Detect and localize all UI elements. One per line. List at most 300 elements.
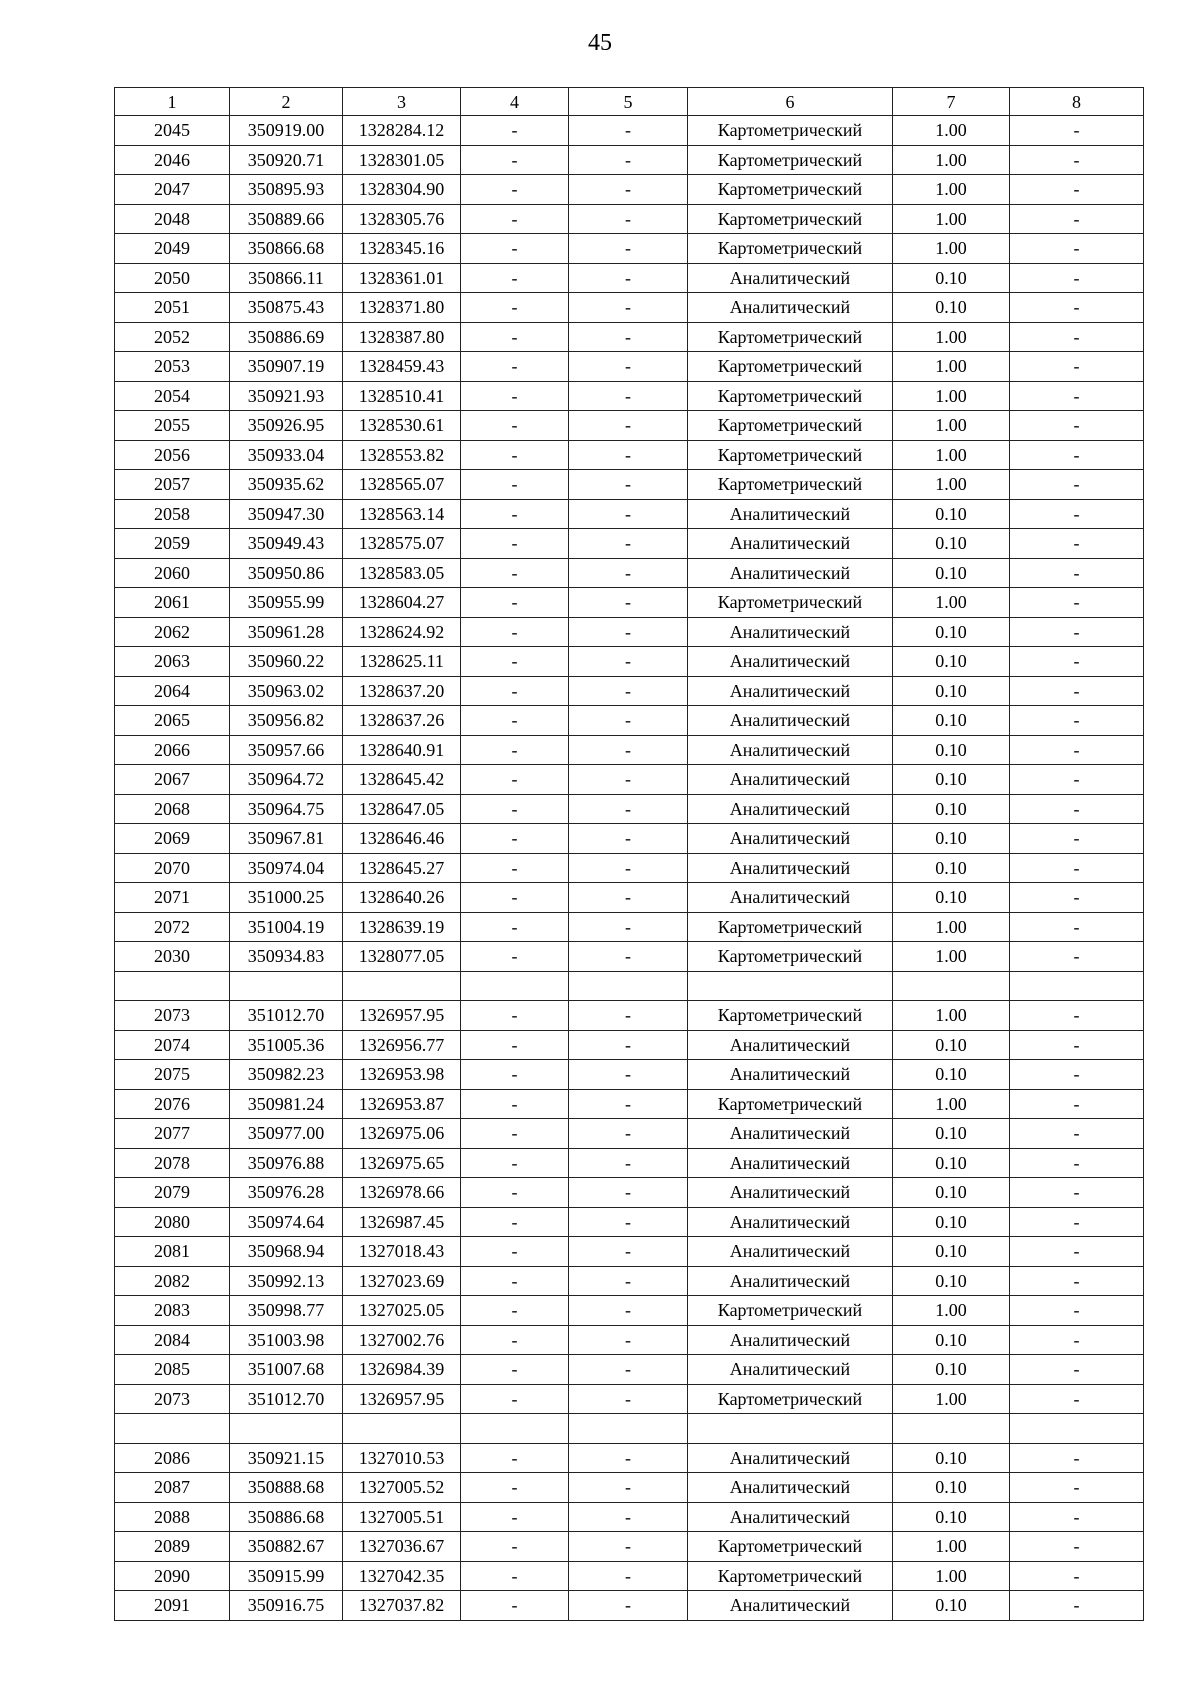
accuracy-cell [893, 971, 1010, 1001]
x-coordinate-cell: 350889.66 [230, 204, 343, 234]
point-number-cell: 2052 [115, 322, 230, 352]
col5-cell: - [569, 470, 688, 500]
col5-cell: - [569, 499, 688, 529]
col8-cell: - [1010, 1178, 1144, 1208]
x-coordinate-cell: 350915.99 [230, 1561, 343, 1591]
point-number-cell: 2048 [115, 204, 230, 234]
col8-cell: - [1010, 1089, 1144, 1119]
x-coordinate-cell: 351004.19 [230, 912, 343, 942]
point-number-cell: 2078 [115, 1148, 230, 1178]
col5-cell: - [569, 1532, 688, 1562]
table-row [115, 706, 1144, 736]
y-coordinate-cell: 1327023.69 [343, 1266, 461, 1296]
y-coordinate-cell: 1326978.66 [343, 1178, 461, 1208]
point-number-cell: 2082 [115, 1266, 230, 1296]
col5-cell: - [569, 794, 688, 824]
method-cell: Картометрический [688, 470, 893, 500]
method-cell: Аналитический [688, 1207, 893, 1237]
y-coordinate-cell: 1328459.43 [343, 352, 461, 382]
col5-cell: - [569, 735, 688, 765]
col8-cell: - [1010, 1060, 1144, 1090]
point-number-cell: 2076 [115, 1089, 230, 1119]
y-coordinate-cell: 1327042.35 [343, 1561, 461, 1591]
table-row [115, 1532, 1144, 1562]
point-number-cell: 2049 [115, 234, 230, 264]
col8-cell: - [1010, 706, 1144, 736]
col4-cell: - [461, 1473, 569, 1503]
col4-cell: - [461, 883, 569, 913]
point-number-cell: 2075 [115, 1060, 230, 1090]
col8-cell: - [1010, 883, 1144, 913]
col8-cell: - [1010, 204, 1144, 234]
col4-cell: - [461, 942, 569, 972]
point-number-cell: 2091 [115, 1591, 230, 1621]
y-coordinate-cell: 1327010.53 [343, 1443, 461, 1473]
table-row [115, 647, 1144, 677]
column-header: 3 [343, 88, 461, 116]
x-coordinate-cell: 350866.11 [230, 263, 343, 293]
col5-cell: - [569, 647, 688, 677]
col4-cell: - [461, 1591, 569, 1621]
point-number-cell: 2084 [115, 1325, 230, 1355]
col5-cell: - [569, 588, 688, 618]
col4-cell: - [461, 234, 569, 264]
x-coordinate-cell: 350916.75 [230, 1591, 343, 1621]
col5-cell: - [569, 1296, 688, 1326]
x-coordinate-cell: 350957.66 [230, 735, 343, 765]
col5-cell: - [569, 706, 688, 736]
point-number-cell: 2066 [115, 735, 230, 765]
col5-cell: - [569, 411, 688, 441]
method-cell: Картометрический [688, 1089, 893, 1119]
table-row [115, 1296, 1144, 1326]
col8-cell: - [1010, 322, 1144, 352]
method-cell: Аналитический [688, 499, 893, 529]
col8-cell: - [1010, 647, 1144, 677]
y-coordinate-cell: 1328604.27 [343, 588, 461, 618]
column-header: 6 [688, 88, 893, 116]
x-coordinate-cell: 350968.94 [230, 1237, 343, 1267]
x-coordinate-cell: 350967.81 [230, 824, 343, 854]
col8-cell: - [1010, 1207, 1144, 1237]
col4-cell: - [461, 352, 569, 382]
y-coordinate-cell: 1328646.46 [343, 824, 461, 854]
x-coordinate-cell: 350947.30 [230, 499, 343, 529]
col4-cell: - [461, 1502, 569, 1532]
accuracy-cell: 1.00 [893, 352, 1010, 382]
col5-cell: - [569, 853, 688, 883]
col5-cell: - [569, 1591, 688, 1621]
accuracy-cell: 1.00 [893, 1384, 1010, 1414]
x-coordinate-cell: 350976.28 [230, 1178, 343, 1208]
accuracy-cell: 0.10 [893, 735, 1010, 765]
y-coordinate-cell: 1328345.16 [343, 234, 461, 264]
col4-cell: - [461, 175, 569, 205]
col8-cell: - [1010, 1561, 1144, 1591]
y-coordinate-cell: 1326975.06 [343, 1119, 461, 1149]
accuracy-cell: 0.10 [893, 883, 1010, 913]
accuracy-cell: 0.10 [893, 1148, 1010, 1178]
point-number-cell: 2073 [115, 1001, 230, 1031]
col5-cell: - [569, 883, 688, 913]
method-cell: Картометрический [688, 145, 893, 175]
point-number-cell: 2060 [115, 558, 230, 588]
x-coordinate-cell: 350886.69 [230, 322, 343, 352]
col5-cell: - [569, 1266, 688, 1296]
col4-cell: - [461, 263, 569, 293]
point-number-cell: 2045 [115, 116, 230, 146]
y-coordinate-cell: 1328361.01 [343, 263, 461, 293]
method-cell: Картометрический [688, 912, 893, 942]
col5-cell: - [569, 1119, 688, 1149]
x-coordinate-cell: 350933.04 [230, 440, 343, 470]
col4-cell: - [461, 411, 569, 441]
y-coordinate-cell: 1328305.76 [343, 204, 461, 234]
method-cell: Аналитический [688, 647, 893, 677]
accuracy-cell: 0.10 [893, 706, 1010, 736]
method-cell: Аналитический [688, 617, 893, 647]
method-cell: Картометрический [688, 1296, 893, 1326]
col8-cell: - [1010, 912, 1144, 942]
col8-cell: - [1010, 175, 1144, 205]
point-number-cell: 2050 [115, 263, 230, 293]
table-body [115, 116, 1144, 1621]
col4-cell: - [461, 1266, 569, 1296]
point-number-cell: 2077 [115, 1119, 230, 1149]
col4-cell: - [461, 1089, 569, 1119]
col8-cell: - [1010, 676, 1144, 706]
y-coordinate-cell: 1328077.05 [343, 942, 461, 972]
col4-cell: - [461, 647, 569, 677]
table-row [115, 529, 1144, 559]
table-row [115, 1443, 1144, 1473]
accuracy-cell: 1.00 [893, 204, 1010, 234]
col5-cell: - [569, 1325, 688, 1355]
col4-cell: - [461, 1030, 569, 1060]
y-coordinate-cell: 1326953.98 [343, 1060, 461, 1090]
table-row [115, 942, 1144, 972]
col5-cell: - [569, 1473, 688, 1503]
col5-cell: - [569, 440, 688, 470]
method-cell: Аналитический [688, 1178, 893, 1208]
accuracy-cell: 1.00 [893, 942, 1010, 972]
method-cell: Аналитический [688, 765, 893, 795]
col5-cell: - [569, 765, 688, 795]
method-cell: Аналитический [688, 293, 893, 323]
x-coordinate-cell: 350888.68 [230, 1473, 343, 1503]
col5-cell: - [569, 1089, 688, 1119]
accuracy-cell: 1.00 [893, 322, 1010, 352]
accuracy-cell: 0.10 [893, 529, 1010, 559]
y-coordinate-cell: 1328387.80 [343, 322, 461, 352]
col4-cell: - [461, 1060, 569, 1090]
table-row [115, 1207, 1144, 1237]
x-coordinate-cell: 350935.62 [230, 470, 343, 500]
method-cell [688, 1414, 893, 1444]
col8-cell: - [1010, 352, 1144, 382]
col5-cell: - [569, 1001, 688, 1031]
table-row [115, 588, 1144, 618]
method-cell: Аналитический [688, 558, 893, 588]
col4-cell: - [461, 1443, 569, 1473]
blank-separator-row [115, 971, 1144, 1001]
x-coordinate-cell: 350886.68 [230, 1502, 343, 1532]
x-coordinate-cell: 350921.15 [230, 1443, 343, 1473]
table-row [115, 381, 1144, 411]
y-coordinate-cell: 1327005.51 [343, 1502, 461, 1532]
accuracy-cell: 1.00 [893, 145, 1010, 175]
accuracy-cell: 0.10 [893, 794, 1010, 824]
table-row [115, 293, 1144, 323]
point-number-cell: 2070 [115, 853, 230, 883]
y-coordinate-cell: 1326987.45 [343, 1207, 461, 1237]
x-coordinate-cell: 350982.23 [230, 1060, 343, 1090]
table-row [115, 263, 1144, 293]
y-coordinate-cell [343, 971, 461, 1001]
method-cell: Аналитический [688, 1443, 893, 1473]
accuracy-cell: 0.10 [893, 1591, 1010, 1621]
col8-cell: - [1010, 1148, 1144, 1178]
x-coordinate-cell: 350907.19 [230, 352, 343, 382]
point-number-cell: 2051 [115, 293, 230, 323]
y-coordinate-cell: 1326975.65 [343, 1148, 461, 1178]
table-row [115, 883, 1144, 913]
col5-cell: - [569, 1502, 688, 1532]
method-cell: Аналитический [688, 1060, 893, 1090]
method-cell: Аналитический [688, 1502, 893, 1532]
point-number-cell [115, 1414, 230, 1444]
table-row [115, 1060, 1144, 1090]
x-coordinate-cell: 351000.25 [230, 883, 343, 913]
col4-cell: - [461, 529, 569, 559]
col5-cell: - [569, 1443, 688, 1473]
y-coordinate-cell: 1328301.05 [343, 145, 461, 175]
method-cell [688, 971, 893, 1001]
method-cell: Картометрический [688, 352, 893, 382]
method-cell: Аналитический [688, 883, 893, 913]
x-coordinate-cell [230, 971, 343, 1001]
point-number-cell [115, 971, 230, 1001]
accuracy-cell: 0.10 [893, 824, 1010, 854]
accuracy-cell: 0.10 [893, 1237, 1010, 1267]
x-coordinate-cell: 351007.68 [230, 1355, 343, 1385]
y-coordinate-cell: 1326953.87 [343, 1089, 461, 1119]
col8-cell: - [1010, 411, 1144, 441]
table-row [115, 1502, 1144, 1532]
col4-cell [461, 1414, 569, 1444]
method-cell: Аналитический [688, 794, 893, 824]
col4-cell: - [461, 853, 569, 883]
col4-cell: - [461, 204, 569, 234]
method-cell: Картометрический [688, 322, 893, 352]
col4-cell: - [461, 735, 569, 765]
table-row [115, 1237, 1144, 1267]
x-coordinate-cell: 350960.22 [230, 647, 343, 677]
col5-cell: - [569, 529, 688, 559]
x-coordinate-cell: 350963.02 [230, 676, 343, 706]
col4-cell: - [461, 322, 569, 352]
x-coordinate-cell: 350998.77 [230, 1296, 343, 1326]
col8-cell: - [1010, 558, 1144, 588]
column-header: 2 [230, 88, 343, 116]
col5-cell: - [569, 617, 688, 647]
table-row [115, 1148, 1144, 1178]
accuracy-cell: 1.00 [893, 116, 1010, 146]
table-row [115, 794, 1144, 824]
point-number-cell: 2054 [115, 381, 230, 411]
y-coordinate-cell: 1327005.52 [343, 1473, 461, 1503]
y-coordinate-cell: 1328304.90 [343, 175, 461, 205]
y-coordinate-cell: 1328647.05 [343, 794, 461, 824]
col8-cell: - [1010, 116, 1144, 146]
method-cell: Картометрический [688, 411, 893, 441]
col8-cell: - [1010, 1502, 1144, 1532]
accuracy-cell [893, 1414, 1010, 1444]
x-coordinate-cell: 350895.93 [230, 175, 343, 205]
accuracy-cell: 0.10 [893, 1266, 1010, 1296]
col8-cell: - [1010, 1443, 1144, 1473]
col4-cell: - [461, 1384, 569, 1414]
col8-cell: - [1010, 1532, 1144, 1562]
x-coordinate-cell: 350934.83 [230, 942, 343, 972]
col8-cell: - [1010, 1384, 1144, 1414]
col5-cell: - [569, 558, 688, 588]
y-coordinate-cell: 1328639.19 [343, 912, 461, 942]
method-cell: Картометрический [688, 175, 893, 205]
point-number-cell: 2079 [115, 1178, 230, 1208]
accuracy-cell: 1.00 [893, 470, 1010, 500]
method-cell: Аналитический [688, 1473, 893, 1503]
point-number-cell: 2061 [115, 588, 230, 618]
col5-cell: - [569, 1148, 688, 1178]
method-cell: Картометрический [688, 440, 893, 470]
table-row [115, 558, 1144, 588]
col5-cell: - [569, 676, 688, 706]
table-row [115, 912, 1144, 942]
x-coordinate-cell: 350949.43 [230, 529, 343, 559]
point-number-cell: 2068 [115, 794, 230, 824]
y-coordinate-cell: 1328637.20 [343, 676, 461, 706]
col5-cell: - [569, 1561, 688, 1591]
y-coordinate-cell: 1328624.92 [343, 617, 461, 647]
point-number-cell: 2069 [115, 824, 230, 854]
accuracy-cell: 1.00 [893, 175, 1010, 205]
y-coordinate-cell: 1327018.43 [343, 1237, 461, 1267]
column-header: 7 [893, 88, 1010, 116]
y-coordinate-cell: 1328640.26 [343, 883, 461, 913]
col8-cell: - [1010, 1119, 1144, 1149]
table-row [115, 1561, 1144, 1591]
col4-cell: - [461, 617, 569, 647]
col8-cell: - [1010, 263, 1144, 293]
col4-cell: - [461, 765, 569, 795]
col5-cell: - [569, 1178, 688, 1208]
col4-cell: - [461, 1119, 569, 1149]
point-number-cell: 2063 [115, 647, 230, 677]
method-cell: Аналитический [688, 1237, 893, 1267]
point-number-cell: 2071 [115, 883, 230, 913]
x-coordinate-cell: 350974.64 [230, 1207, 343, 1237]
col8-cell: - [1010, 1001, 1144, 1031]
accuracy-cell: 1.00 [893, 1001, 1010, 1031]
col8-cell [1010, 971, 1144, 1001]
method-cell: Картометрический [688, 234, 893, 264]
point-number-cell: 2083 [115, 1296, 230, 1326]
accuracy-cell: 1.00 [893, 234, 1010, 264]
col4-cell: - [461, 1237, 569, 1267]
x-coordinate-cell [230, 1414, 343, 1444]
method-cell: Картометрический [688, 942, 893, 972]
accuracy-cell: 0.10 [893, 676, 1010, 706]
method-cell: Картометрический [688, 1561, 893, 1591]
col8-cell: - [1010, 765, 1144, 795]
point-number-cell: 2089 [115, 1532, 230, 1562]
table-row [115, 1030, 1144, 1060]
method-cell: Картометрический [688, 116, 893, 146]
col8-cell: - [1010, 293, 1144, 323]
table-row [115, 470, 1144, 500]
method-cell: Аналитический [688, 1030, 893, 1060]
col5-cell: - [569, 234, 688, 264]
col8-cell: - [1010, 440, 1144, 470]
accuracy-cell: 0.10 [893, 1030, 1010, 1060]
table-row [115, 735, 1144, 765]
point-number-cell: 2059 [115, 529, 230, 559]
accuracy-cell: 0.10 [893, 1325, 1010, 1355]
point-number-cell: 2080 [115, 1207, 230, 1237]
x-coordinate-cell: 350955.99 [230, 588, 343, 618]
col5-cell: - [569, 293, 688, 323]
col4-cell: - [461, 1355, 569, 1385]
x-coordinate-cell: 351003.98 [230, 1325, 343, 1355]
col4-cell: - [461, 794, 569, 824]
col8-cell: - [1010, 1237, 1144, 1267]
col4-cell: - [461, 588, 569, 618]
table-row [115, 499, 1144, 529]
table-row [115, 1473, 1144, 1503]
column-header: 5 [569, 88, 688, 116]
table-row [115, 1325, 1144, 1355]
point-number-cell: 2081 [115, 1237, 230, 1267]
table-row [115, 440, 1144, 470]
table-row [115, 617, 1144, 647]
point-number-cell: 2064 [115, 676, 230, 706]
col4-cell: - [461, 499, 569, 529]
x-coordinate-cell: 350974.04 [230, 853, 343, 883]
table-row [115, 765, 1144, 795]
accuracy-cell: 0.10 [893, 1355, 1010, 1385]
col5-cell [569, 971, 688, 1001]
point-number-cell: 2056 [115, 440, 230, 470]
point-number-cell: 2072 [115, 912, 230, 942]
point-number-cell: 2067 [115, 765, 230, 795]
table-header [115, 88, 1144, 116]
accuracy-cell: 1.00 [893, 1296, 1010, 1326]
col8-cell: - [1010, 1030, 1144, 1060]
method-cell: Картометрический [688, 1532, 893, 1562]
col8-cell: - [1010, 234, 1144, 264]
point-number-cell: 2046 [115, 145, 230, 175]
col5-cell: - [569, 824, 688, 854]
table-row [115, 175, 1144, 205]
table-row [115, 1001, 1144, 1031]
table-row [115, 322, 1144, 352]
col5-cell: - [569, 381, 688, 411]
col8-cell: - [1010, 617, 1144, 647]
col4-cell: - [461, 381, 569, 411]
col4-cell: - [461, 1148, 569, 1178]
accuracy-cell: 1.00 [893, 1532, 1010, 1562]
